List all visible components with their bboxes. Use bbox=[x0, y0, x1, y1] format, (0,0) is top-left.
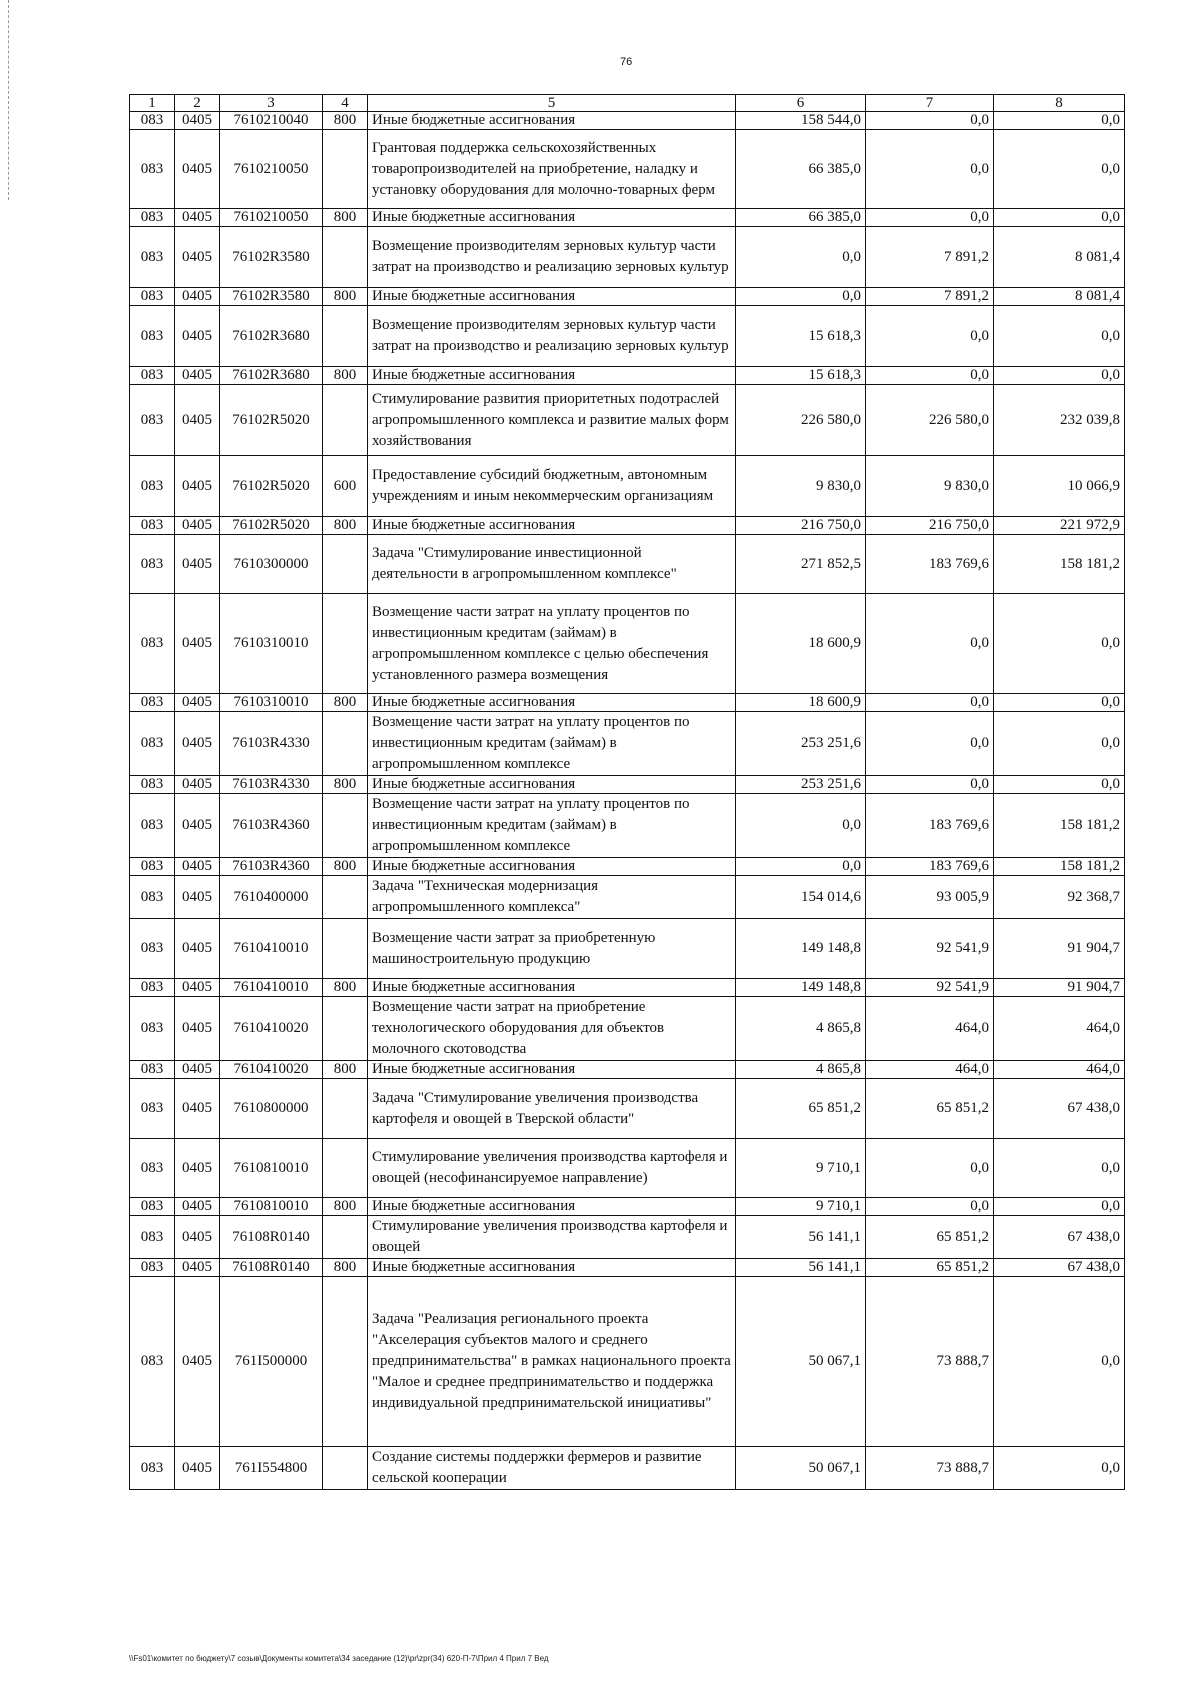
admin-code-cell: 083 bbox=[130, 794, 175, 858]
header-cell: 6 bbox=[736, 95, 866, 112]
section-code-cell: 0405 bbox=[175, 1216, 220, 1259]
year2-amount-cell: 0,0 bbox=[866, 712, 994, 776]
target-code-cell: 76103R4360 bbox=[220, 858, 323, 876]
target-code-cell: 76102R3680 bbox=[220, 306, 323, 367]
header-cell: 2 bbox=[175, 95, 220, 112]
table-row bbox=[130, 594, 1125, 694]
year2-amount-cell: 464,0 bbox=[866, 1061, 994, 1079]
table-row bbox=[130, 112, 1125, 130]
section-code-cell: 0405 bbox=[175, 1259, 220, 1277]
year1-amount-cell: 18 600,9 bbox=[736, 594, 866, 694]
expense-type-cell bbox=[323, 997, 368, 1061]
year1-amount-cell: 65 851,2 bbox=[736, 1079, 866, 1139]
year2-amount-cell: 0,0 bbox=[866, 130, 994, 209]
admin-code-cell: 083 bbox=[130, 858, 175, 876]
table-row bbox=[130, 979, 1125, 997]
admin-code-cell: 083 bbox=[130, 594, 175, 694]
year3-amount-cell: 0,0 bbox=[994, 1139, 1125, 1198]
target-code-cell: 7610210050 bbox=[220, 209, 323, 227]
target-code-cell: 7610300000 bbox=[220, 535, 323, 594]
description-cell: Иные бюджетные ассигнования bbox=[368, 517, 736, 535]
table-row bbox=[130, 694, 1125, 712]
year3-amount-cell: 0,0 bbox=[994, 112, 1125, 130]
expense-type-cell bbox=[323, 794, 368, 858]
year1-amount-cell: 149 148,8 bbox=[736, 919, 866, 979]
header-cell: 7 bbox=[866, 95, 994, 112]
year1-amount-cell: 18 600,9 bbox=[736, 694, 866, 712]
year1-amount-cell: 0,0 bbox=[736, 794, 866, 858]
year1-amount-cell: 253 251,6 bbox=[736, 776, 866, 794]
table-row bbox=[130, 535, 1125, 594]
header-cell: 3 bbox=[220, 95, 323, 112]
table-row bbox=[130, 1079, 1125, 1139]
year3-amount-cell: 67 438,0 bbox=[994, 1079, 1125, 1139]
expense-type-cell bbox=[323, 876, 368, 919]
description-cell: Иные бюджетные ассигнования bbox=[368, 1061, 736, 1079]
year3-amount-cell: 158 181,2 bbox=[994, 535, 1125, 594]
target-code-cell: 76102R5020 bbox=[220, 517, 323, 535]
year3-amount-cell: 221 972,9 bbox=[994, 517, 1125, 535]
target-code-cell: 76102R3580 bbox=[220, 288, 323, 306]
description-cell: Предоставление субсидий бюджетным, автономным учреждениям и иным некоммерческим организациям bbox=[368, 456, 736, 517]
year2-amount-cell: 0,0 bbox=[866, 594, 994, 694]
year1-amount-cell: 0,0 bbox=[736, 288, 866, 306]
year1-amount-cell: 226 580,0 bbox=[736, 385, 866, 456]
target-code-cell: 7610810010 bbox=[220, 1198, 323, 1216]
year3-amount-cell: 0,0 bbox=[994, 1447, 1125, 1490]
description-cell: Возмещение части затрат на приобретение технологического оборудования для объектов молочного скотоводства bbox=[368, 997, 736, 1061]
expense-type-cell bbox=[323, 385, 368, 456]
expense-type-cell bbox=[323, 1216, 368, 1259]
target-code-cell: 7610210050 bbox=[220, 130, 323, 209]
year1-amount-cell: 56 141,1 bbox=[736, 1216, 866, 1259]
year3-amount-cell: 0,0 bbox=[994, 367, 1125, 385]
expense-type-cell bbox=[323, 1139, 368, 1198]
expense-type-cell bbox=[323, 1447, 368, 1490]
year1-amount-cell: 158 544,0 bbox=[736, 112, 866, 130]
admin-code-cell: 083 bbox=[130, 997, 175, 1061]
target-code-cell: 76102R3580 bbox=[220, 227, 323, 288]
year1-amount-cell: 9 710,1 bbox=[736, 1198, 866, 1216]
year3-amount-cell: 0,0 bbox=[994, 712, 1125, 776]
expense-type-cell: 800 bbox=[323, 1259, 368, 1277]
target-code-cell: 7610210040 bbox=[220, 112, 323, 130]
description-cell: Иные бюджетные ассигнования bbox=[368, 112, 736, 130]
year1-amount-cell: 216 750,0 bbox=[736, 517, 866, 535]
year3-amount-cell: 232 039,8 bbox=[994, 385, 1125, 456]
year3-amount-cell: 8 081,4 bbox=[994, 288, 1125, 306]
year3-amount-cell: 0,0 bbox=[994, 130, 1125, 209]
target-code-cell: 76102R5020 bbox=[220, 385, 323, 456]
year3-amount-cell: 10 066,9 bbox=[994, 456, 1125, 517]
target-code-cell: 761I500000 bbox=[220, 1277, 323, 1447]
table-row bbox=[130, 1216, 1125, 1259]
description-cell: Задача "Стимулирование инвестиционной деятельности в агропромышленном комплексе" bbox=[368, 535, 736, 594]
admin-code-cell: 083 bbox=[130, 517, 175, 535]
year2-amount-cell: 0,0 bbox=[866, 306, 994, 367]
expense-type-cell: 800 bbox=[323, 288, 368, 306]
admin-code-cell: 083 bbox=[130, 288, 175, 306]
table-row bbox=[130, 1447, 1125, 1490]
year2-amount-cell: 183 769,6 bbox=[866, 858, 994, 876]
year3-amount-cell: 464,0 bbox=[994, 1061, 1125, 1079]
year3-amount-cell: 92 368,7 bbox=[994, 876, 1125, 919]
year2-amount-cell: 0,0 bbox=[866, 694, 994, 712]
year3-amount-cell: 91 904,7 bbox=[994, 919, 1125, 979]
header-cell: 4 bbox=[323, 95, 368, 112]
expense-type-cell bbox=[323, 1277, 368, 1447]
admin-code-cell: 083 bbox=[130, 367, 175, 385]
year2-amount-cell: 0,0 bbox=[866, 1198, 994, 1216]
admin-code-cell: 083 bbox=[130, 694, 175, 712]
section-code-cell: 0405 bbox=[175, 1061, 220, 1079]
expense-type-cell: 800 bbox=[323, 858, 368, 876]
expense-type-cell: 800 bbox=[323, 209, 368, 227]
expense-type-cell bbox=[323, 1079, 368, 1139]
section-code-cell: 0405 bbox=[175, 1198, 220, 1216]
year3-amount-cell: 464,0 bbox=[994, 997, 1125, 1061]
section-code-cell: 0405 bbox=[175, 517, 220, 535]
scan-edge-mark bbox=[8, 0, 10, 200]
table-row bbox=[130, 288, 1125, 306]
section-code-cell: 0405 bbox=[175, 367, 220, 385]
description-cell: Возмещение части затрат на уплату процентов по инвестиционным кредитам (займам) в агропромышленном комплексе bbox=[368, 712, 736, 776]
admin-code-cell: 083 bbox=[130, 776, 175, 794]
expense-type-cell: 800 bbox=[323, 112, 368, 130]
section-code-cell: 0405 bbox=[175, 594, 220, 694]
section-code-cell: 0405 bbox=[175, 385, 220, 456]
table-row bbox=[130, 517, 1125, 535]
year1-amount-cell: 271 852,5 bbox=[736, 535, 866, 594]
year1-amount-cell: 149 148,8 bbox=[736, 979, 866, 997]
table-row bbox=[130, 367, 1125, 385]
year1-amount-cell: 15 618,3 bbox=[736, 367, 866, 385]
table-row bbox=[130, 385, 1125, 456]
admin-code-cell: 083 bbox=[130, 1277, 175, 1447]
admin-code-cell: 083 bbox=[130, 227, 175, 288]
section-code-cell: 0405 bbox=[175, 1079, 220, 1139]
description-cell: Иные бюджетные ассигнования bbox=[368, 367, 736, 385]
table-row bbox=[130, 876, 1125, 919]
admin-code-cell: 083 bbox=[130, 1061, 175, 1079]
section-code-cell: 0405 bbox=[175, 535, 220, 594]
description-cell: Создание системы поддержки фермеров и развитие сельской кооперации bbox=[368, 1447, 736, 1490]
year2-amount-cell: 65 851,2 bbox=[866, 1259, 994, 1277]
section-code-cell: 0405 bbox=[175, 979, 220, 997]
admin-code-cell: 083 bbox=[130, 1079, 175, 1139]
table-row bbox=[130, 306, 1125, 367]
admin-code-cell: 083 bbox=[130, 876, 175, 919]
expense-type-cell: 800 bbox=[323, 694, 368, 712]
section-code-cell: 0405 bbox=[175, 288, 220, 306]
year2-amount-cell: 464,0 bbox=[866, 997, 994, 1061]
year1-amount-cell: 154 014,6 bbox=[736, 876, 866, 919]
section-code-cell: 0405 bbox=[175, 1277, 220, 1447]
year2-amount-cell: 92 541,9 bbox=[866, 919, 994, 979]
admin-code-cell: 083 bbox=[130, 456, 175, 517]
admin-code-cell: 083 bbox=[130, 979, 175, 997]
target-code-cell: 76108R0140 bbox=[220, 1216, 323, 1259]
table-row bbox=[130, 919, 1125, 979]
year3-amount-cell: 0,0 bbox=[994, 776, 1125, 794]
section-code-cell: 0405 bbox=[175, 112, 220, 130]
description-cell: Иные бюджетные ассигнования bbox=[368, 1259, 736, 1277]
table-body bbox=[130, 112, 1125, 1490]
admin-code-cell: 083 bbox=[130, 1139, 175, 1198]
expense-type-cell bbox=[323, 594, 368, 694]
admin-code-cell: 083 bbox=[130, 112, 175, 130]
year2-amount-cell: 73 888,7 bbox=[866, 1447, 994, 1490]
year2-amount-cell: 0,0 bbox=[866, 776, 994, 794]
target-code-cell: 761I554800 bbox=[220, 1447, 323, 1490]
description-cell: Иные бюджетные ассигнования bbox=[368, 288, 736, 306]
section-code-cell: 0405 bbox=[175, 130, 220, 209]
year3-amount-cell: 0,0 bbox=[994, 1198, 1125, 1216]
year2-amount-cell: 226 580,0 bbox=[866, 385, 994, 456]
table-row bbox=[130, 997, 1125, 1061]
section-code-cell: 0405 bbox=[175, 694, 220, 712]
target-code-cell: 7610810010 bbox=[220, 1139, 323, 1198]
section-code-cell: 0405 bbox=[175, 858, 220, 876]
table-row bbox=[130, 227, 1125, 288]
admin-code-cell: 083 bbox=[130, 209, 175, 227]
description-cell: Иные бюджетные ассигнования bbox=[368, 776, 736, 794]
target-code-cell: 7610800000 bbox=[220, 1079, 323, 1139]
expense-type-cell: 800 bbox=[323, 1061, 368, 1079]
table-row bbox=[130, 712, 1125, 776]
section-code-cell: 0405 bbox=[175, 1139, 220, 1198]
target-code-cell: 7610410020 bbox=[220, 997, 323, 1061]
table-row bbox=[130, 1198, 1125, 1216]
year1-amount-cell: 0,0 bbox=[736, 227, 866, 288]
table-row bbox=[130, 130, 1125, 209]
section-code-cell: 0405 bbox=[175, 306, 220, 367]
description-cell: Возмещение производителям зерновых культур части затрат на производство и реализацию зерновых культур bbox=[368, 306, 736, 367]
budget-table bbox=[129, 94, 1125, 1490]
header-row bbox=[130, 95, 1125, 112]
description-cell: Возмещение части затрат за приобретенную машиностроительную продукцию bbox=[368, 919, 736, 979]
table-row bbox=[130, 1061, 1125, 1079]
year2-amount-cell: 183 769,6 bbox=[866, 794, 994, 858]
table-row bbox=[130, 776, 1125, 794]
description-cell: Иные бюджетные ассигнования bbox=[368, 209, 736, 227]
year1-amount-cell: 0,0 bbox=[736, 858, 866, 876]
year2-amount-cell: 65 851,2 bbox=[866, 1079, 994, 1139]
expense-type-cell: 800 bbox=[323, 367, 368, 385]
target-code-cell: 76103R4330 bbox=[220, 712, 323, 776]
target-code-cell: 76108R0140 bbox=[220, 1259, 323, 1277]
target-code-cell: 76102R5020 bbox=[220, 456, 323, 517]
admin-code-cell: 083 bbox=[130, 1447, 175, 1490]
year2-amount-cell: 7 891,2 bbox=[866, 227, 994, 288]
section-code-cell: 0405 bbox=[175, 227, 220, 288]
section-code-cell: 0405 bbox=[175, 1447, 220, 1490]
expense-type-cell bbox=[323, 535, 368, 594]
year3-amount-cell: 0,0 bbox=[994, 594, 1125, 694]
admin-code-cell: 083 bbox=[130, 1259, 175, 1277]
admin-code-cell: 083 bbox=[130, 1198, 175, 1216]
footer-file-path: \\Fs01\комитет по бюджету\7 созыв\Документы комитета\34 заседание (12)\pr\zpr(34) 620-П-7\Прил 4 Прил 7 Вед bbox=[129, 1654, 549, 1663]
year1-amount-cell: 15 618,3 bbox=[736, 306, 866, 367]
year2-amount-cell: 183 769,6 bbox=[866, 535, 994, 594]
admin-code-cell: 083 bbox=[130, 919, 175, 979]
expense-type-cell bbox=[323, 227, 368, 288]
section-code-cell: 0405 bbox=[175, 876, 220, 919]
year2-amount-cell: 92 541,9 bbox=[866, 979, 994, 997]
table-row bbox=[130, 1139, 1125, 1198]
target-code-cell: 76102R3680 bbox=[220, 367, 323, 385]
expense-type-cell: 800 bbox=[323, 776, 368, 794]
admin-code-cell: 083 bbox=[130, 535, 175, 594]
admin-code-cell: 083 bbox=[130, 130, 175, 209]
description-cell: Иные бюджетные ассигнования bbox=[368, 694, 736, 712]
year1-amount-cell: 50 067,1 bbox=[736, 1277, 866, 1447]
year3-amount-cell: 0,0 bbox=[994, 306, 1125, 367]
expense-type-cell: 800 bbox=[323, 517, 368, 535]
table-row bbox=[130, 794, 1125, 858]
target-code-cell: 76103R4330 bbox=[220, 776, 323, 794]
description-cell: Стимулирование увеличения производства картофеля и овощей bbox=[368, 1216, 736, 1259]
target-code-cell: 7610400000 bbox=[220, 876, 323, 919]
year3-amount-cell: 158 181,2 bbox=[994, 794, 1125, 858]
section-code-cell: 0405 bbox=[175, 712, 220, 776]
description-cell: Возмещение части затрат на уплату процентов по инвестиционным кредитам (займам) в агропромышленном комплексе с целью обеспечения установленного размера возмещения bbox=[368, 594, 736, 694]
section-code-cell: 0405 bbox=[175, 997, 220, 1061]
table-row bbox=[130, 209, 1125, 227]
expense-type-cell bbox=[323, 712, 368, 776]
table-row bbox=[130, 1259, 1125, 1277]
year3-amount-cell: 67 438,0 bbox=[994, 1216, 1125, 1259]
header-cell: 1 bbox=[130, 95, 175, 112]
year3-amount-cell: 8 081,4 bbox=[994, 227, 1125, 288]
target-code-cell: 7610410010 bbox=[220, 919, 323, 979]
year1-amount-cell: 50 067,1 bbox=[736, 1447, 866, 1490]
description-cell: Иные бюджетные ассигнования bbox=[368, 1198, 736, 1216]
target-code-cell: 7610410010 bbox=[220, 979, 323, 997]
year1-amount-cell: 66 385,0 bbox=[736, 130, 866, 209]
description-cell: Стимулирование увеличения производства картофеля и овощей (несофинансируемое направление) bbox=[368, 1139, 736, 1198]
admin-code-cell: 083 bbox=[130, 385, 175, 456]
description-cell: Грантовая поддержка сельскохозяйственных товаропроизводителей на приобретение, наладку и установку оборудования для молочно-товарных ферм bbox=[368, 130, 736, 209]
year2-amount-cell: 216 750,0 bbox=[866, 517, 994, 535]
section-code-cell: 0405 bbox=[175, 919, 220, 979]
description-cell: Задача "Техническая модернизация агропромышленного комплекса" bbox=[368, 876, 736, 919]
description-cell: Возмещение производителям зерновых культур части затрат на производство и реализацию зерновых культур bbox=[368, 227, 736, 288]
year1-amount-cell: 56 141,1 bbox=[736, 1259, 866, 1277]
year3-amount-cell: 91 904,7 bbox=[994, 979, 1125, 997]
description-cell: Возмещение части затрат на уплату процентов по инвестиционным кредитам (займам) в агропромышленном комплексе bbox=[368, 794, 736, 858]
year2-amount-cell: 0,0 bbox=[866, 209, 994, 227]
year2-amount-cell: 65 851,2 bbox=[866, 1216, 994, 1259]
year1-amount-cell: 253 251,6 bbox=[736, 712, 866, 776]
table-row bbox=[130, 858, 1125, 876]
year2-amount-cell: 73 888,7 bbox=[866, 1277, 994, 1447]
description-cell: Иные бюджетные ассигнования bbox=[368, 858, 736, 876]
year2-amount-cell: 93 005,9 bbox=[866, 876, 994, 919]
description-cell: Стимулирование развития приоритетных подотраслей агропромышленного комплекса и развитие малых форм хозяйствования bbox=[368, 385, 736, 456]
expense-type-cell bbox=[323, 130, 368, 209]
table-row bbox=[130, 1277, 1125, 1447]
section-code-cell: 0405 bbox=[175, 209, 220, 227]
target-code-cell: 7610310010 bbox=[220, 594, 323, 694]
expense-type-cell bbox=[323, 306, 368, 367]
expense-type-cell: 800 bbox=[323, 979, 368, 997]
year2-amount-cell: 0,0 bbox=[866, 1139, 994, 1198]
target-code-cell: 76103R4360 bbox=[220, 794, 323, 858]
year1-amount-cell: 4 865,8 bbox=[736, 997, 866, 1061]
expense-type-cell: 800 bbox=[323, 1198, 368, 1216]
year2-amount-cell: 0,0 bbox=[866, 367, 994, 385]
year2-amount-cell: 9 830,0 bbox=[866, 456, 994, 517]
year3-amount-cell: 158 181,2 bbox=[994, 858, 1125, 876]
year3-amount-cell: 0,0 bbox=[994, 1277, 1125, 1447]
admin-code-cell: 083 bbox=[130, 306, 175, 367]
year3-amount-cell: 67 438,0 bbox=[994, 1259, 1125, 1277]
year1-amount-cell: 4 865,8 bbox=[736, 1061, 866, 1079]
header-cell: 8 bbox=[994, 95, 1125, 112]
section-code-cell: 0405 bbox=[175, 456, 220, 517]
target-code-cell: 7610310010 bbox=[220, 694, 323, 712]
description-cell: Задача "Стимулирование увеличения производства картофеля и овощей в Тверской области" bbox=[368, 1079, 736, 1139]
year2-amount-cell: 7 891,2 bbox=[866, 288, 994, 306]
section-code-cell: 0405 bbox=[175, 776, 220, 794]
year3-amount-cell: 0,0 bbox=[994, 209, 1125, 227]
admin-code-cell: 083 bbox=[130, 712, 175, 776]
description-cell: Задача "Реализация регионального проекта "Акселерация субъектов малого и среднего предпринимательства" в рамках национального проекта "Малое и среднее предпринимательство и поддержка индивидуальной предпринимательской инициативы" bbox=[368, 1277, 736, 1447]
year1-amount-cell: 9 830,0 bbox=[736, 456, 866, 517]
admin-code-cell: 083 bbox=[130, 1216, 175, 1259]
year1-amount-cell: 9 710,1 bbox=[736, 1139, 866, 1198]
year2-amount-cell: 0,0 bbox=[866, 112, 994, 130]
header-cell: 5 bbox=[368, 95, 736, 112]
page-number: 76 bbox=[620, 56, 633, 68]
target-code-cell: 7610410020 bbox=[220, 1061, 323, 1079]
section-code-cell: 0405 bbox=[175, 794, 220, 858]
year3-amount-cell: 0,0 bbox=[994, 694, 1125, 712]
year1-amount-cell: 66 385,0 bbox=[736, 209, 866, 227]
table-row bbox=[130, 456, 1125, 517]
expense-type-cell bbox=[323, 919, 368, 979]
expense-type-cell: 600 bbox=[323, 456, 368, 517]
description-cell: Иные бюджетные ассигнования bbox=[368, 979, 736, 997]
